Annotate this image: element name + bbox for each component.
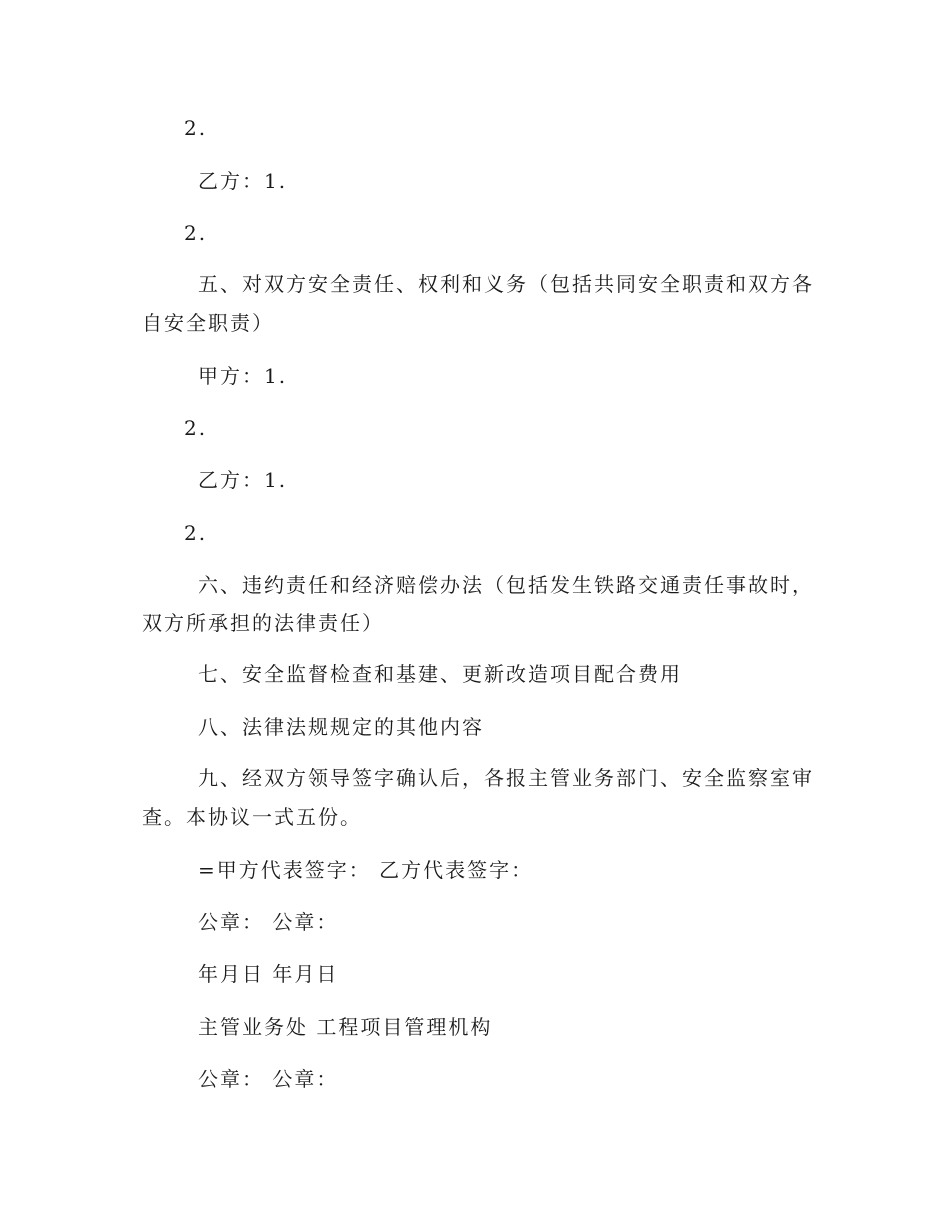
section-5-heading-continued: 自安全职责） — [142, 311, 274, 335]
item-number-2: 2. — [184, 116, 208, 140]
section-7-heading: 七、安全监督检查和基建、更新改造项目配合费用 — [198, 662, 682, 686]
item-number-2: 2. — [184, 221, 208, 245]
date-line: 年月日 年月日 — [198, 962, 339, 986]
item-number-2: 2. — [184, 521, 208, 545]
signature-line: =甲方代表签字： 乙方代表签字： — [198, 858, 534, 882]
party-a-item-1: 甲方：1. — [198, 364, 288, 388]
department-line: 主管业务处 工程项目管理机构 — [198, 1015, 493, 1039]
section-6-heading: 六、违约责任和经济赔偿办法（包括发生铁路交通责任事故时， — [198, 573, 814, 597]
party-b-item-1: 乙方：1. — [198, 169, 288, 193]
section-9-text: 九、经双方领导签字确认后，各报主管业务部门、安全监察室审 — [198, 766, 814, 790]
section-5-heading: 五、对双方安全责任、权利和义务（包括共同安全职责和双方各 — [198, 272, 814, 296]
section-8-heading: 八、法律法规规定的其他内容 — [198, 715, 484, 739]
section-6-heading-continued: 双方所承担的法律责任） — [142, 611, 384, 635]
seal-line: 公章： 公章： — [198, 1067, 339, 1091]
section-9-text-continued: 查。本协议一式五份。 — [142, 805, 362, 829]
item-number-2: 2. — [184, 416, 208, 440]
party-b-item-1: 乙方：1. — [198, 468, 288, 492]
seal-line: 公章： 公章： — [198, 910, 339, 934]
